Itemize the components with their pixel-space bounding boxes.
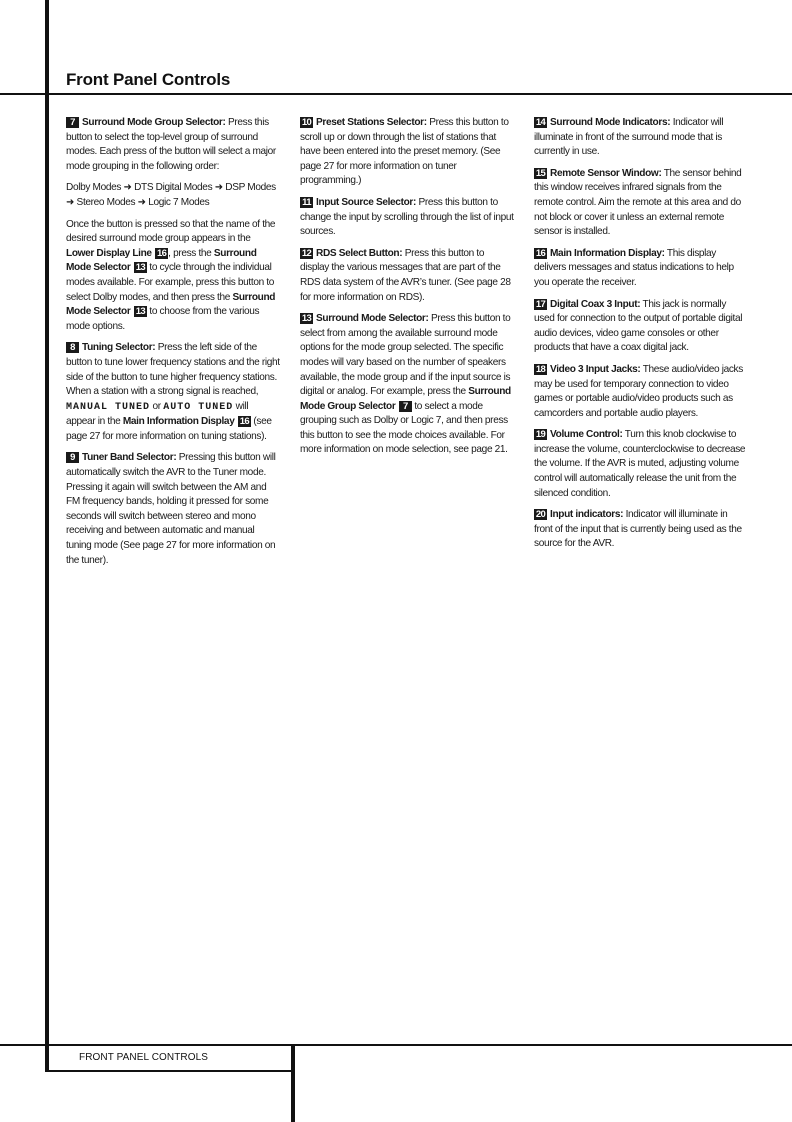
item-19 [534,428,748,501]
item-number-badge: 19 [535,429,546,441]
item-heading: Surround Mode Indicators: [550,117,671,128]
item-text: Press this button to display the various messages that are part of the RDS data system of the AVR’s tuner. (See page 28 for more information on RDS). [300,247,511,303]
text-span: Press this button to select from among the available surround mode options for the mode group selected. The specific modes will vary based on the number of speakers available, the mode group and if the input source is digital or analog. For example, press the [300,313,511,398]
item-text: These audio/video jacks may be used for temporary connection to video games or portable audio/video products such as camcorders and portable audio players. [534,363,743,419]
item-number-badge: 16 [239,416,250,428]
item-7 [66,116,280,174]
item-11 [300,196,514,240]
item-13 [300,312,514,458]
column-3 [534,116,748,559]
item-heading: Main Information Display: [550,247,665,259]
item-number-badge: 13 [135,262,146,274]
item-number-badge: 14 [535,117,546,128]
item-text: Indicator will illuminate in front of the input that is currently being used as the source for the AVR. [534,509,742,550]
item-text: Pressing this button will automatically switch the AVR to the Tuner mode. Pressing it again will switch between the AM and FM frequency bands, holding it pressed for some seconds will switch between stereo and mono receiving and between automatic and manual tuning mode (See page 27 for more information on the tuner). [66,452,276,566]
item-8 [66,341,280,444]
footer-divider-bar [291,1045,295,1122]
item-text: The sensor behind this window receives infrared signals from the remote control. Aim the remote at this area and do not block or cover it unless an external remote sensor is installed. [534,167,742,238]
item-number-badge: 7 [66,117,79,128]
item-20 [534,508,748,552]
item-text: Press this button to scroll up or down through the list of stations that have been entered into the preset memory. (See page 27 for more information on tuner programming.) [300,117,509,187]
footer-section-label: FRONT PANEL CONTROLS [79,1052,209,1063]
item-number-badge: 15 [535,167,546,179]
item-number-badge: 16 [156,247,167,259]
text-span: or [150,400,164,412]
item-heading: Surround Mode Selector: [316,313,429,325]
item-text: This jack is normally used for connection to the output of portable digital audio devices, video game consoles or other products that have a coax digital jack. [534,298,743,354]
item-7-usage [66,218,280,335]
text-span: Press the left side of the button to tune lower frequency stations and the right side of the button to tune higher frequency stations. When a station with a strong signal is reached, [66,342,280,398]
text-span: will appear in the [66,400,249,428]
item-9 [66,451,280,568]
bold-ref: Lower Display Line [66,247,152,259]
item-number-badge: 9 [66,452,79,463]
item-18 [534,363,748,421]
item-number-badge: 17 [535,298,546,310]
item-heading: Remote Sensor Window: [550,167,662,179]
item-number-badge: 16 [535,247,546,259]
item-text: Turn this knob clockwise to increase the volume, counterclockwise to decrease the volume. If the AVR is muted, adjusting volume control will automatically release the unit from the silenced condition. [534,429,746,499]
item-number-badge: 18 [535,363,546,375]
item-number-badge: 10 [301,117,312,128]
text-span: , press the [168,247,214,259]
item-heading: Preset Stations Selector: [316,117,427,128]
left-margin-bar [45,0,49,1072]
column-1 [66,116,280,575]
item-text: Press this button to select the top-level group of surround modes. Each press of the button will select a major mode grouping in the following order: [66,117,276,172]
footer-rule [0,1044,792,1046]
item-text: Press this button to change the input by scrolling through the list of input sources. [300,196,514,238]
item-number-badge: 7 [399,401,412,412]
bold-ref: Surround Mode Selector [66,247,257,274]
item-heading: Video 3 Input Jacks: [550,363,641,375]
item-16 [534,247,748,291]
item-heading: Tuner Band Selector: [82,452,177,464]
item-heading: Digital Coax 3 Input: [550,298,641,310]
text-span: to choose from the various mode options. [66,306,260,332]
text-span: to select a mode grouping such as Dolby or Logic 7, and then press this button to see the mode choices available. For more information on mode selection, see page 21. [300,400,508,456]
text-span: to cycle through the individual modes available. For example, press this button to select Dolby modes, and then press the [66,262,275,303]
item-heading: Surround Mode Group Selector: [82,117,226,128]
item-17 [534,298,748,356]
item-12 [300,247,514,305]
item-10 [300,116,514,189]
bold-ref: Surround Mode Selector [66,291,276,318]
display-message: AUTO TUNED [163,401,234,413]
header-rule [0,93,792,95]
item-heading: Input indicators: [550,509,624,521]
item-number-badge: 13 [135,306,146,318]
item-number-badge: 8 [66,342,79,353]
item-text: Indicator will illuminate in front of the surround mode that is currently in use. [534,117,724,158]
item-number-badge: 20 [535,509,546,521]
item-heading: Tuning Selector: [82,342,156,354]
page-title: Front Panel Controls [66,70,231,89]
item-heading: Input Source Selector: [316,196,416,208]
text-span: Once the button is pressed so that the name of the desired surround mode group appears in the [66,218,276,245]
item-number-badge: 12 [301,247,312,259]
display-message: MANUAL TUNED [66,401,151,413]
column-2 [300,116,514,465]
bold-ref: Surround Mode Group Selector [300,386,511,412]
item-heading: RDS Select Button: [316,247,403,259]
footer-rule-lower [45,1070,295,1072]
item-number-badge: 11 [300,197,313,208]
text-span: (see page 27 for more information on tuning stations). [66,416,272,442]
item-14 [534,116,748,160]
item-heading: Volume Control: [550,429,623,441]
bold-ref: Main Information Display [122,416,235,428]
item-number-badge: 13 [301,313,312,325]
item-7-order: Dolby Modes ➜ DTS Digital Modes ➜ DSP Modes ➜ Stereo Modes ➜ Logic 7 Modes [66,182,276,208]
item-15 [534,167,748,240]
item-text: This display delivers messages and status indications to help you operate the receiver. [534,247,734,288]
